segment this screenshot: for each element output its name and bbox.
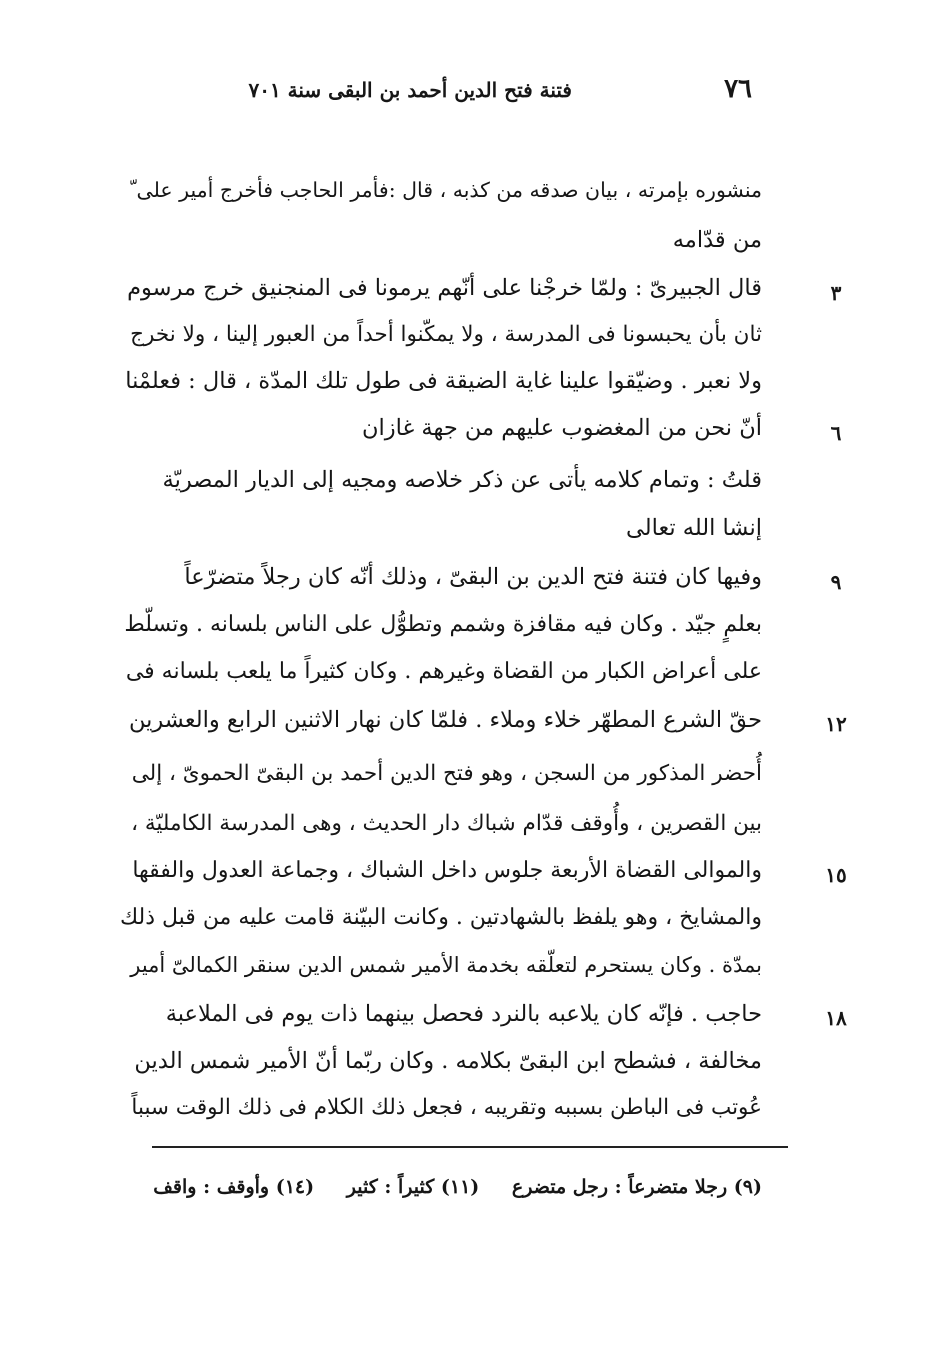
text-line: من قدّامه: [672, 227, 762, 253]
text-line: وفيها كان فتنة فتح الدين بن البقىّ ، وذلك أنّه كان رجلاً متضرّعاً: [184, 564, 762, 590]
text-line: قلتُ : وتمام كلامه يأتى عن ذكر خلاصه ومجيه إلى الديار المصريّة: [162, 467, 762, 493]
text-line: منشوره بإمرته ، بيان صدقه من كذبه ، قال :فأمر الحاجب فأخرج أمير على ّ: [130, 178, 762, 202]
text-line: بين القصرين ، وأُوقف قدّام شباك دار الحديث ، وهى المدرسة الكامليّة ،: [131, 811, 762, 836]
page-number: ٧٦: [724, 74, 752, 104]
footnote: (١١) كثيراً : كثير: [346, 1176, 480, 1198]
text-line: أنّ نحن من المغضوب عليهم من جهة غازان: [361, 415, 762, 441]
running-head: فتنة فتح الدين أحمد بن البقى سنة ٧٠١: [248, 78, 572, 102]
footnote: (٩) رجلا متضرعاً : رجل متضرع: [511, 1176, 762, 1198]
footnote: (١٤) وأوقف : واقف: [153, 1176, 315, 1198]
text-line: قال الجبيرىّ : ولمّا خرجْنا على أنّهم يرمونا فى المنجنيق خرج مرسوم: [127, 275, 762, 301]
text-line: والمشايخ ، وهو يلفظ بالشهادتين . وكانت البيّنة قامت عليه من قبل ذلك: [119, 905, 762, 930]
line-number: ١٢: [825, 712, 847, 736]
text-line: ثان بأن يحبسونا فى المدرسة ، ولا يمكّنوا أحداً من العبور إلينا ، ولا نخرج: [130, 322, 762, 347]
line-number: ١٥: [825, 863, 847, 887]
line-number: ١٨: [825, 1006, 847, 1030]
page-header: [100, 74, 752, 114]
text-line: بعلمٍ جيّد . وكان فيه مقافزة وشمم وتطوُّل على الناس بلسانه . وتسلّط: [124, 612, 762, 637]
line-number: ٩: [830, 570, 842, 594]
text-line: أُحضر المذكور من السجن ، وهو فتح الدين أحمد بن البقىّ الحموىّ ، إلى: [131, 761, 762, 786]
line-number: ٦: [830, 421, 842, 445]
text-line: حقّ الشرع المطهّر خلاء وملاء . فلمّا كان نهار الاثنين الرابع والعشرين: [129, 707, 762, 733]
text-line: مخالفة ، فشطح ابن البقىّ بكلامه . وكان ربّما أنّ الأمير شمس الدين: [134, 1048, 762, 1074]
text-line: بمدّة . وكان يستحرم لتعلّقه بخدمة الأمير شمس الدين سنقر الكمالىّ أمير: [130, 953, 762, 977]
footnote-rule: [152, 1146, 788, 1148]
footnotes: [127, 1176, 762, 1198]
line-number: ٣: [830, 281, 842, 305]
text-line: حاجب . فإنّه كان يلاعبه بالنرد فحصل بينهما ذات يوم فى الملاعبة: [165, 1001, 762, 1027]
text-line: على أعراض الكبار من القضاة وغيرهم . وكان كثيراً ما يلعب بلسانه فى: [125, 659, 762, 684]
text-line: والموالى القضاة الأربعة جلوس داخل الشباك ، وجماعة العدول والفقها: [132, 858, 762, 883]
text-line: عُوتب فى الباطن بسببه وتقريبه ، فجعل ذلك الكلام فى ذلك الوقت سبباً: [131, 1095, 762, 1120]
text-line: إنشا الله تعالى: [626, 515, 762, 541]
text-line: ولا نعبر . وضيّقوا علينا غاية الضيقة فى طول تلك المدّة ، قال : فعلمْنا: [125, 368, 762, 394]
